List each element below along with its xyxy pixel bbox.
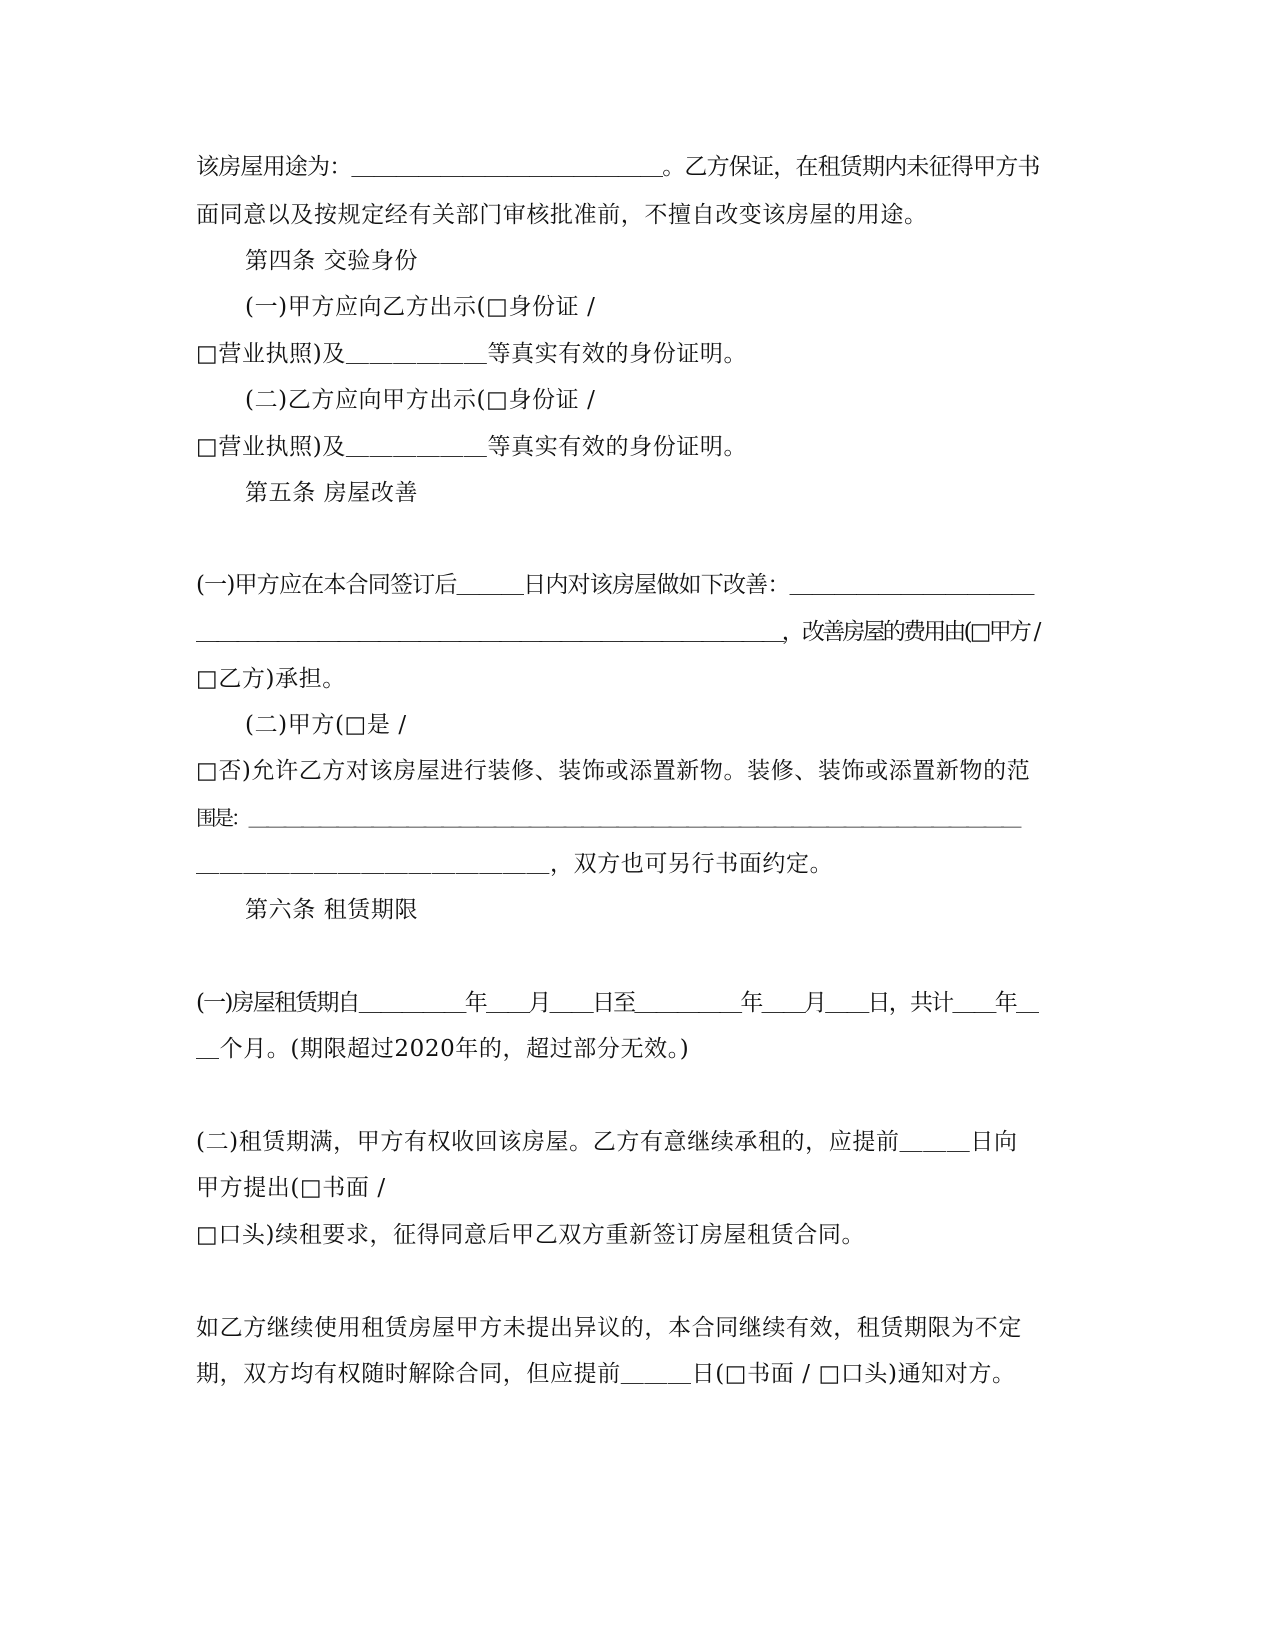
article-heading: 第六条 租赁期限 [245, 897, 419, 923]
text-line: □营业执照)及＿＿＿＿＿＿等真实有效的身份证明。 [196, 341, 748, 367]
text-line: □否)允许乙方对该房屋进行装修、装饰或添置新物。装修、装饰或添置新物的范 [196, 758, 1031, 784]
clause-line: (一)房屋租赁期自＿＿＿＿＿年＿＿月＿＿日至＿＿＿＿＿年＿＿月＿＿日，共计＿＿年＿ [196, 990, 1038, 1016]
article-heading: 第五条 房屋改善 [245, 480, 419, 506]
text-line: 期，双方均有权随时解除合同，但应提前＿＿＿日(□书面 / □口头)通知对方。 [196, 1361, 1016, 1387]
text-line: □营业执照)及＿＿＿＿＿＿等真实有效的身份证明。 [196, 434, 748, 460]
article-heading: 第四条 交验身份 [245, 248, 419, 274]
text-line: □口头)续租要求，征得同意后甲乙双方重新签订房屋租赁合同。 [196, 1222, 866, 1248]
text-line: □乙方)承担。 [196, 666, 346, 692]
text-line: ＿个月。(期限超过2020年的，超过部分无效。) [196, 1036, 690, 1062]
text-line: ＿＿＿＿＿＿＿＿＿＿＿＿＿＿＿，双方也可另行书面约定。 [196, 851, 834, 877]
text-line: 该房屋用途为：＿＿＿＿＿＿＿＿＿＿＿＿＿＿。乙方保证，在租赁期内未征得甲方书 [196, 154, 1040, 180]
text-line: 甲方提出(□书面 / [196, 1175, 386, 1201]
text-line: 面同意以及按规定经有关部门审核批准前，不擅自改变该房屋的用途。 [196, 202, 928, 228]
clause-line: (二)乙方应向甲方出示(□身份证 / [245, 387, 596, 413]
text-line: 围是：＿＿＿＿＿＿＿＿＿＿＿＿＿＿＿＿＿＿＿＿＿＿＿＿＿＿＿＿＿＿＿＿＿＿＿＿＿＿＿＿＿＿＿＿ [196, 806, 1019, 830]
text-line: ＿＿＿＿＿＿＿＿＿＿＿＿＿＿＿＿＿＿＿＿＿＿＿＿＿＿＿＿＿，改善房屋的费用由(□甲方 / [196, 619, 1039, 645]
clause-line: (一)甲方应在本合同签订后＿＿＿日内对该房屋做如下改善：＿＿＿＿＿＿＿＿＿＿＿ [196, 572, 1034, 598]
clause-line: (二)甲方(□是 / [245, 712, 407, 738]
text-line: 如乙方继续使用租赁房屋甲方未提出异议的，本合同继续有效，租赁期限为不定 [196, 1315, 1022, 1341]
clause-line: (一)甲方应向乙方出示(□身份证 / [245, 294, 596, 320]
clause-line: (二)租赁期满，甲方有权收回该房屋。乙方有意继续承租的，应提前＿＿＿日向 [196, 1129, 1018, 1155]
